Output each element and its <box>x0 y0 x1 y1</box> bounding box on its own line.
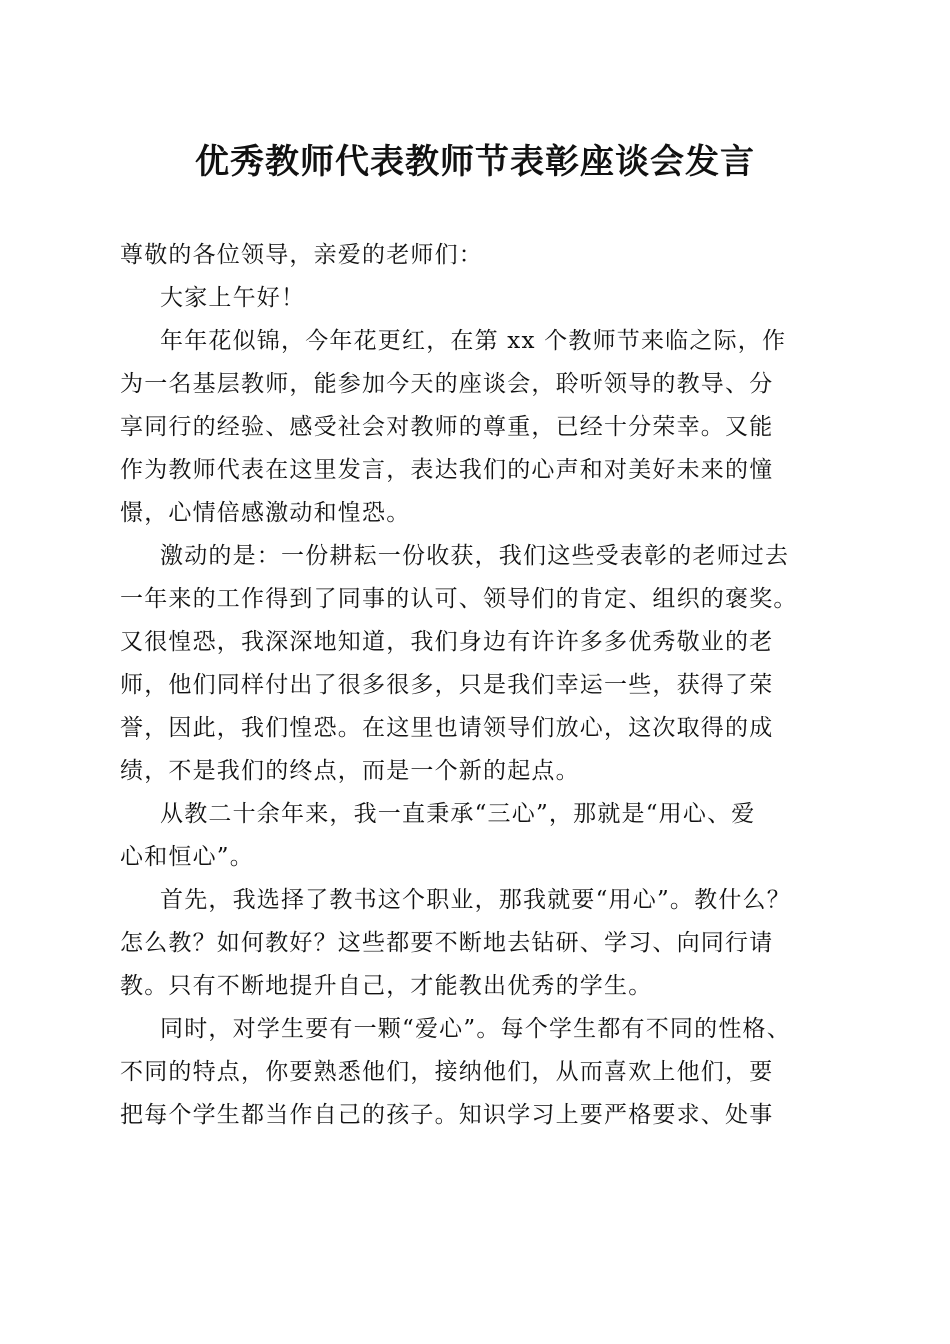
paragraph-line: 首先，我选择了教书这个职业，那我就要“用心”。教什么？ <box>160 887 791 913</box>
paragraph-line: 又很惶恐，我深深地知道，我们身边有许许多多优秀敬业的老 <box>120 629 774 655</box>
paragraph-5 <box>120 1008 850 1137</box>
paragraph-line: 同时，对学生要有一颗“爱心”。每个学生都有不同的性格、 <box>160 1016 791 1042</box>
paragraph-line: 憬，心情倍感激动和惶恐。 <box>120 500 411 526</box>
paragraph-line: 怎么教？如何教好？这些都要不断地去钻研、学习、向同行请 <box>120 930 774 956</box>
greeting <box>120 277 850 320</box>
document-title: 优秀教师代表教师节表彰座谈会发言 <box>195 142 755 182</box>
paragraph-line: 教。只有不断地提升自己，才能教出优秀的学生。 <box>120 973 653 999</box>
paragraph-4 <box>120 879 850 1008</box>
paragraph-line: 一年来的工作得到了同事的认可、领导们的肯定、组织的褒奖。 <box>120 586 798 612</box>
paragraph-line: 心和恒心”。 <box>120 844 254 870</box>
paragraph-line: 师，他们同样付出了很多很多，只是我们幸运一些，获得了荣 <box>120 672 774 698</box>
paragraph-line: 从教二十余年来，我一直秉承“三心”，那就是“用心、爱 <box>160 801 756 827</box>
paragraph-line: 作为教师代表在这里发言，表达我们的心声和对美好未来的憧 <box>120 457 774 483</box>
paragraph-line: 激动的是：一份耕耘一份收获，我们这些受表彰的老师过去 <box>160 543 790 569</box>
paragraph-line: 誉，因此，我们惶恐。在这里也请领导们放心，这次取得的成 <box>120 715 774 741</box>
paragraph-line: 不同的特点，你要熟悉他们，接纳他们，从而喜欢上他们，要 <box>120 1059 774 1085</box>
salutation <box>120 234 850 277</box>
paragraph-1 <box>120 320 850 535</box>
paragraph-line: 绩，不是我们的终点，而是一个新的起点。 <box>120 758 580 784</box>
paragraph-line: 年年花似锦，今年花更红，在第 xx 个教师节来临之际，作 <box>160 328 787 354</box>
salutation-line: 尊敬的各位领导，亲爱的老师们： <box>120 242 483 268</box>
paragraph-line: 把每个学生都当作自己的孩子。知识学习上要严格要求、处事 <box>120 1102 774 1128</box>
greeting-line: 大家上午好！ <box>160 285 306 311</box>
paragraph-line: 为一名基层教师，能参加今天的座谈会，聆听领导的教导、分 <box>120 371 774 397</box>
paragraph-3 <box>120 793 850 879</box>
paragraph-line: 享同行的经验、感受社会对教师的尊重，已经十分荣幸。又能 <box>120 414 774 440</box>
paragraph-2 <box>120 535 850 793</box>
document-body <box>120 234 850 1137</box>
